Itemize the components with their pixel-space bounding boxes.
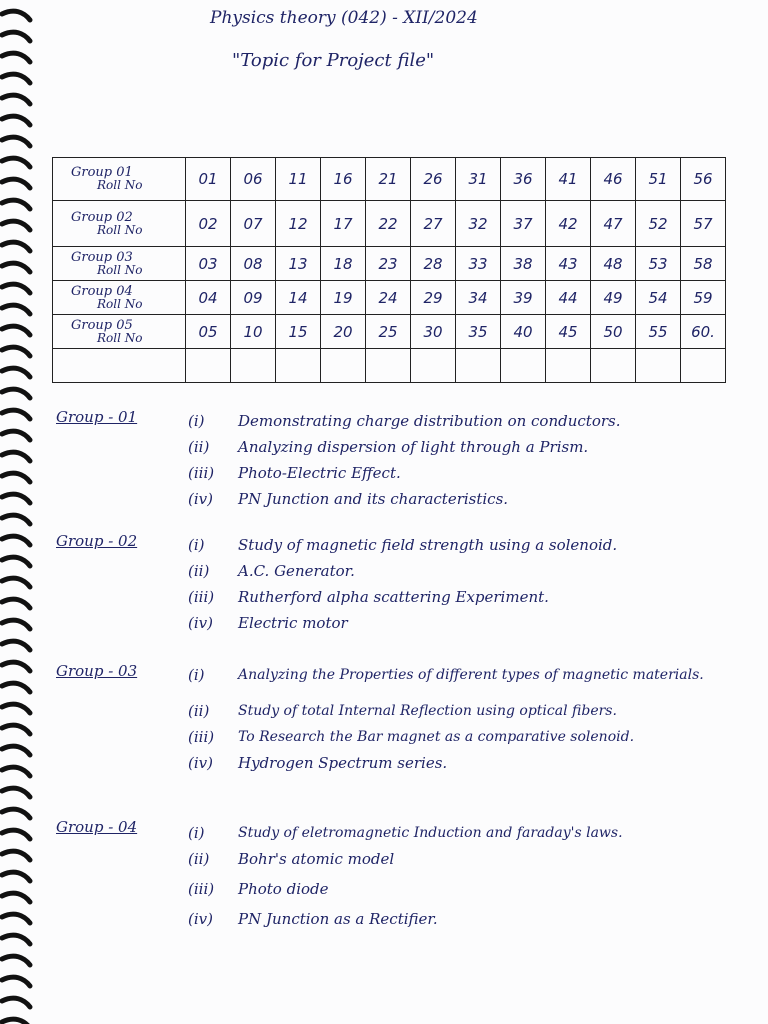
topic-number: (iii) [188, 728, 215, 746]
group-name: Group 05 [71, 317, 133, 333]
group-label: Group - 04 [56, 818, 138, 836]
spiral-coil [2, 32, 30, 41]
group-name: Group 02 [71, 209, 133, 225]
spiral-coil [2, 788, 30, 797]
roll-cell: 51 [636, 158, 681, 201]
topic-text: PN Junction as a Rectifier. [238, 910, 438, 928]
topic-number: (i) [188, 666, 205, 684]
roll-cell: 48 [591, 247, 636, 281]
roll-label: Roll No [97, 296, 143, 311]
roll-cell: 49 [591, 281, 636, 315]
spiral-coil [2, 263, 30, 272]
topic-list [188, 532, 617, 636]
spiral-coil [2, 410, 30, 419]
spiral-coil [2, 53, 30, 62]
roll-cell: 44 [546, 281, 591, 315]
empty-cell [411, 349, 456, 383]
roll-label: Roll No [97, 262, 143, 277]
empty-cell [456, 349, 501, 383]
roll-cell: 34 [456, 281, 501, 315]
roll-cell: 18 [321, 247, 366, 281]
spiral-coil [2, 662, 30, 671]
roll-cell: 17 [321, 201, 366, 247]
list-item [188, 820, 623, 846]
empty-cell [276, 349, 321, 383]
list-item [188, 558, 617, 584]
spiral-coil [2, 494, 30, 503]
roll-cell: 33 [456, 247, 501, 281]
table-row-empty [53, 349, 726, 383]
roll-cell: 01 [186, 158, 231, 201]
list-item [188, 408, 621, 434]
spiral-coil [2, 746, 30, 755]
empty-cell [231, 349, 276, 383]
roll-cell: 52 [636, 201, 681, 247]
topic-number: (iii) [188, 588, 215, 606]
roll-cell: 27 [411, 201, 456, 247]
spiral-coil [2, 473, 30, 482]
empty-cell [366, 349, 411, 383]
roll-cell: 16 [321, 158, 366, 201]
roll-cell: 03 [186, 247, 231, 281]
topic-text: PN Junction and its characteristics. [238, 490, 509, 508]
topic-number: (i) [188, 536, 205, 554]
list-item [188, 662, 704, 688]
spiral-coil [2, 725, 30, 734]
topic-text: Photo-Electric Effect. [238, 464, 401, 482]
spiral-coil [2, 872, 30, 881]
topic-number: (ii) [188, 562, 210, 580]
table-row [53, 158, 726, 201]
topic-text: Study of eletromagnetic Induction and faraday's laws. [238, 825, 623, 841]
spiral-coil [2, 431, 30, 440]
group-name: Group 03 [71, 249, 133, 265]
roll-cell: 28 [411, 247, 456, 281]
roll-cell: 36 [501, 158, 546, 201]
spiral-coil [2, 557, 30, 566]
spiral-coil [2, 536, 30, 545]
roll-cell: 15 [276, 315, 321, 349]
topic-text: Bohr's atomic model [238, 850, 395, 868]
spiral-coil [2, 851, 30, 860]
topic-number: (iv) [188, 754, 213, 772]
row-header-cell [53, 201, 186, 247]
group-label: Group - 03 [56, 662, 138, 680]
list-item [188, 698, 704, 724]
row-header-cell [53, 281, 186, 315]
roll-cell: 47 [591, 201, 636, 247]
topic-text: A.C. Generator. [238, 562, 355, 580]
roll-cell: 02 [186, 201, 231, 247]
roll-cell: 30 [411, 315, 456, 349]
table-row [53, 247, 726, 281]
spiral-coil [2, 683, 30, 692]
topic-number: (ii) [188, 850, 210, 868]
page-subtitle: "Topic for Project file" [232, 50, 435, 71]
list-item [188, 486, 621, 512]
topic-text: Study of total Internal Reflection using optical fibers. [238, 703, 617, 719]
spiral-coil [2, 599, 30, 608]
topic-text: Hydrogen Spectrum series. [238, 754, 448, 772]
roll-cell: 58 [681, 247, 726, 281]
roll-cell: 59 [681, 281, 726, 315]
spiral-coil [2, 158, 30, 167]
roll-cell: 24 [366, 281, 411, 315]
spiral-coil [2, 11, 30, 20]
roll-cell: 12 [276, 201, 321, 247]
roll-cell: 14 [276, 281, 321, 315]
roll-cell: 42 [546, 201, 591, 247]
spiral-coil [2, 515, 30, 524]
spiral-coil [2, 620, 30, 629]
list-item [188, 906, 623, 932]
spiral-binding [0, 0, 40, 1024]
group-label: Group - 02 [56, 532, 138, 550]
roll-cell: 10 [231, 315, 276, 349]
roll-cell: 25 [366, 315, 411, 349]
spiral-coil [2, 74, 30, 83]
topic-text: Analyzing dispersion of light through a Prism. [238, 438, 589, 456]
spiral-coil [2, 830, 30, 839]
list-item [188, 724, 704, 750]
list-item [188, 434, 621, 460]
spiral-coil [2, 179, 30, 188]
roll-cell: 55 [636, 315, 681, 349]
roll-cell: 06 [231, 158, 276, 201]
topic-text: Electric motor [238, 614, 348, 632]
topic-number: (iv) [188, 490, 213, 508]
roll-cell: 19 [321, 281, 366, 315]
table-row [53, 281, 726, 315]
roll-cell: 37 [501, 201, 546, 247]
roll-label: Roll No [97, 178, 143, 192]
roll-label: Roll No [97, 330, 143, 345]
roll-cell: 50 [591, 315, 636, 349]
topic-list [188, 662, 704, 776]
empty-cell [186, 349, 231, 383]
spiral-coil [2, 137, 30, 146]
roll-cell: 29 [411, 281, 456, 315]
spiral-coil [2, 389, 30, 398]
spiral-coil [2, 326, 30, 335]
spiral-coil [2, 242, 30, 251]
row-header-cell [53, 315, 186, 349]
empty-cell [501, 349, 546, 383]
spiral-coil [2, 284, 30, 293]
spiral-coil [2, 641, 30, 650]
roll-cell: 07 [231, 201, 276, 247]
topic-number: (ii) [188, 702, 210, 720]
topic-text: Demonstrating charge distribution on conductors. [238, 412, 621, 430]
topic-number: (iv) [188, 614, 213, 632]
roll-cell: 05 [186, 315, 231, 349]
roll-cell: 23 [366, 247, 411, 281]
spiral-coil [2, 452, 30, 461]
row-header-cell [53, 158, 186, 201]
roll-cell: 46 [591, 158, 636, 201]
empty-cell [591, 349, 636, 383]
roll-cell: 04 [186, 281, 231, 315]
row-header-cell [53, 247, 186, 281]
spiral-coil [2, 998, 30, 1007]
topic-list [188, 408, 621, 512]
spiral-coil [2, 305, 30, 314]
group-name: Group 01 [71, 165, 133, 180]
topic-number: (i) [188, 824, 205, 842]
list-item [188, 750, 704, 776]
roll-cell: 56 [681, 158, 726, 201]
list-item [188, 610, 617, 636]
topic-list [188, 820, 623, 932]
topic-text: Photo diode [238, 880, 329, 898]
roll-cell: 41 [546, 158, 591, 201]
group-label: Group - 01 [56, 408, 138, 426]
topic-number: (iii) [188, 464, 215, 482]
spiral-coil [2, 956, 30, 965]
roll-cell: 31 [456, 158, 501, 201]
list-item [188, 460, 621, 486]
empty-cell [546, 349, 591, 383]
topic-number: (iv) [188, 910, 213, 928]
empty-cell [53, 349, 186, 383]
spiral-coil [2, 893, 30, 902]
roll-cell: 32 [456, 201, 501, 247]
spiral-coil [2, 914, 30, 923]
list-item [188, 846, 623, 872]
roll-cell: 39 [501, 281, 546, 315]
roll-cell: 54 [636, 281, 681, 315]
spiral-coil [2, 578, 30, 587]
roll-cell: 22 [366, 201, 411, 247]
spiral-coil [2, 704, 30, 713]
roll-cell: 11 [276, 158, 321, 201]
spiral-coil [2, 935, 30, 944]
spiral-coil [2, 347, 30, 356]
topic-number: (iii) [188, 880, 215, 898]
spiral-coil [2, 809, 30, 818]
roll-cell: 60. [681, 315, 726, 349]
roll-cell: 08 [231, 247, 276, 281]
list-item [188, 584, 617, 610]
topic-text: Analyzing the Properties of different types of magnetic materials. [238, 667, 704, 683]
spiral-coil [2, 1019, 30, 1024]
roll-cell: 21 [366, 158, 411, 201]
empty-cell [681, 349, 726, 383]
empty-cell [636, 349, 681, 383]
table-row [53, 201, 726, 247]
page-title: Physics theory (042) - XII/2024 [210, 8, 478, 28]
roll-number-table [52, 157, 726, 383]
spiral-coil [2, 221, 30, 230]
roll-label: Roll No [97, 222, 143, 237]
roll-cell: 20 [321, 315, 366, 349]
spiral-coil [2, 368, 30, 377]
list-item [188, 876, 623, 902]
table-row [53, 315, 726, 349]
roll-cell: 35 [456, 315, 501, 349]
roll-cell: 26 [411, 158, 456, 201]
spiral-coil [2, 767, 30, 776]
topic-text: To Research the Bar magnet as a comparative solenoid. [238, 729, 635, 745]
roll-cell: 53 [636, 247, 681, 281]
roll-cell: 38 [501, 247, 546, 281]
list-item [188, 532, 617, 558]
spiral-coil [2, 116, 30, 125]
group-name: Group 04 [71, 283, 133, 299]
spiral-coil [2, 977, 30, 986]
spiral-coil [2, 200, 30, 209]
empty-cell [321, 349, 366, 383]
topic-text: Rutherford alpha scattering Experiment. [238, 588, 549, 606]
spiral-coil [2, 95, 30, 104]
roll-cell: 57 [681, 201, 726, 247]
roll-cell: 43 [546, 247, 591, 281]
topic-number: (ii) [188, 438, 210, 456]
topic-number: (i) [188, 412, 205, 430]
topic-text: Study of magnetic field strength using a solenoid. [238, 536, 618, 554]
roll-cell: 09 [231, 281, 276, 315]
roll-cell: 40 [501, 315, 546, 349]
roll-cell: 45 [546, 315, 591, 349]
roll-cell: 13 [276, 247, 321, 281]
